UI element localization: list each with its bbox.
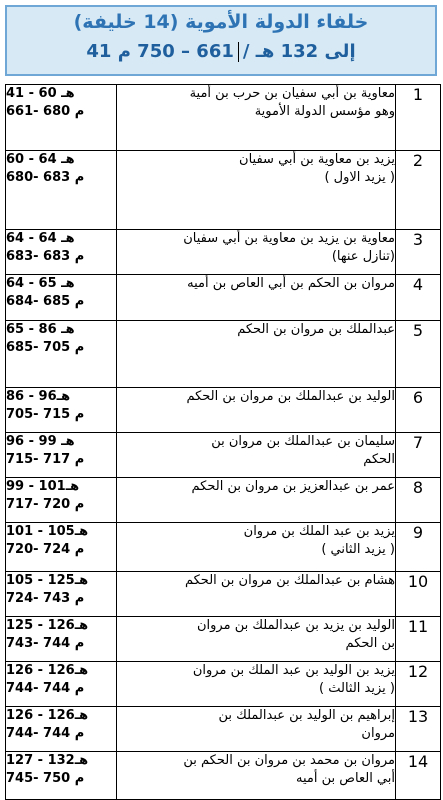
gregorian-years: 717- 720 م: [6, 497, 85, 512]
text-cursor: [238, 42, 239, 62]
reign-dates-cell: [6, 617, 117, 662]
gregorian-years: 745- 750 م: [6, 771, 85, 786]
caliph-name-cell: [117, 617, 396, 662]
caliph-name-cell: [117, 230, 396, 275]
table-row: [6, 151, 441, 230]
caliph-name-line: معاوية بن يزيد بن معاوية بن أبي سفيان: [183, 231, 395, 246]
caliph-name-cell: [117, 523, 396, 572]
caliph-name-line: الحكم: [363, 452, 395, 467]
hijri-years: 60 - 64 هـ: [6, 152, 75, 167]
reign-dates-cell: [6, 230, 117, 275]
gregorian-years: 705- 715 م: [6, 407, 85, 422]
caliph-name-line: عمر بن عبدالعزيز بن مروان بن الحكم: [191, 479, 395, 494]
caliph-name-line: هشام بن عبدالملك بن مروان بن الحكم: [184, 573, 395, 588]
caliph-name-line: يزيد بن معاوية بن أبي سفيان: [239, 152, 395, 167]
table-row: [6, 85, 441, 151]
reign-dates-cell: [6, 85, 117, 151]
row-number: 8: [396, 478, 441, 523]
caliph-name-line: مروان بن الحكم بن أبي العاص بن أميه: [187, 276, 395, 291]
caliph-name-line: يزيد بن الوليد بن عبد الملك بن مروان: [192, 663, 395, 678]
gregorian-years: 720- 724 م: [6, 542, 85, 557]
caliphs-table-body: [6, 85, 441, 800]
row-number: 12: [396, 662, 441, 707]
caliph-name-line: (تنازل عنها): [331, 249, 395, 264]
caliph-name-line: معاوية بن أبي سفيان بن حرب بن أمية: [189, 86, 395, 101]
reign-dates-cell: [6, 433, 117, 478]
gregorian-years: 715- 717 م: [6, 452, 85, 467]
gregorian-years: 661- 680 م: [6, 104, 85, 119]
row-number: 3: [396, 230, 441, 275]
caliph-name-cell: [117, 572, 396, 617]
caliph-name-cell: [117, 662, 396, 707]
row-number: 4: [396, 275, 441, 321]
gregorian-years: 684- 685 م: [6, 294, 85, 309]
row-number: 14: [396, 752, 441, 800]
caliph-name-cell: [117, 707, 396, 752]
caliph-name-line: أبي العاص بن أميه: [296, 771, 395, 786]
gregorian-years: 744- 744 م: [6, 726, 85, 741]
gregorian-years: 744- 744 م: [6, 681, 85, 696]
table-row: [6, 662, 441, 707]
caliphs-table: [5, 84, 441, 800]
page-title: خلفاء الدولة الأموية (14 خليفة): [73, 11, 369, 33]
page-subtitle: [7, 41, 435, 62]
caliph-name-line: عبدالملك بن مروان بن الحكم: [237, 322, 395, 337]
row-number: 1: [396, 85, 441, 151]
caliph-name-line: الوليد بن عبدالملك بن مروان بن الحكم: [186, 389, 395, 404]
reign-dates-cell: [6, 321, 117, 388]
reign-dates-cell: [6, 707, 117, 752]
row-number: 9: [396, 523, 441, 572]
table-row: [6, 617, 441, 662]
gregorian-years: 683- 683 م: [6, 249, 85, 264]
subtitle-gregorian-range: 661 – 750 م: [117, 41, 234, 62]
caliph-name-line: ( يزيد الثالث ): [319, 681, 395, 696]
row-number: 13: [396, 707, 441, 752]
row-number: 2: [396, 151, 441, 230]
caliph-name-line: مروان بن محمد بن مروان بن الحكم بن: [183, 753, 395, 768]
caliph-name-cell: [117, 321, 396, 388]
hijri-years: 41 - 60 هـ: [6, 86, 75, 101]
title-box: [5, 5, 437, 76]
reign-dates-cell: [6, 151, 117, 230]
hijri-years: 126 - 126هـ: [6, 708, 89, 723]
hijri-years: 125 - 126هـ: [6, 618, 89, 633]
row-number: 11: [396, 617, 441, 662]
caliph-name-line: يزيد بن عبد الملك بن مروان: [243, 524, 395, 539]
hijri-years: 65 - 86 هـ: [6, 322, 75, 337]
gregorian-years: 685- 705 م: [6, 340, 85, 355]
hijri-years: 127 - 132هـ: [6, 753, 89, 768]
caliph-name-line: وهو مؤسس الدولة الأموية: [254, 104, 395, 119]
row-number: 6: [396, 388, 441, 433]
table-row: [6, 433, 441, 478]
caliph-name-cell: [117, 388, 396, 433]
table-row: [6, 752, 441, 800]
row-number: 7: [396, 433, 441, 478]
caliph-name-line: سليمان بن عبدالملك بن مروان بن: [211, 434, 395, 449]
row-number: 5: [396, 321, 441, 388]
hijri-years: 101 - 105هـ: [6, 524, 89, 539]
caliph-name-cell: [117, 85, 396, 151]
caliph-name-cell: [117, 478, 396, 523]
reign-dates-cell: [6, 478, 117, 523]
hijri-years: 64 - 65 هـ: [6, 276, 75, 291]
gregorian-years: 724- 743 م: [6, 591, 85, 606]
reign-dates-cell: [6, 752, 117, 800]
subtitle-hijri-range: 41 إلى 132 هـ /: [86, 41, 356, 62]
table-row: [6, 321, 441, 388]
caliph-name-cell: [117, 752, 396, 800]
reign-dates-cell: [6, 275, 117, 321]
hijri-years: 64 - 64 هـ: [6, 231, 75, 246]
caliph-name-line: الوليد بن يزيد بن عبدالملك بن مروان: [197, 618, 395, 633]
gregorian-years: 680- 683 م: [6, 170, 85, 185]
reign-dates-cell: [6, 662, 117, 707]
caliph-name-cell: [117, 433, 396, 478]
table-row: [6, 388, 441, 433]
gregorian-years: 743- 744 م: [6, 636, 85, 651]
hijri-years: 96 - 99 هـ: [6, 434, 75, 449]
caliph-name-line: إبراهيم بن الوليد بن عبدالملك بن: [218, 708, 395, 723]
table-row: [6, 230, 441, 275]
caliph-name-cell: [117, 275, 396, 321]
reign-dates-cell: [6, 523, 117, 572]
caliph-name-line: بن الحكم: [345, 636, 395, 651]
caliph-name-cell: [117, 151, 396, 230]
table-row: [6, 523, 441, 572]
table-row: [6, 478, 441, 523]
table-row: [6, 572, 441, 617]
hijri-years: 99 - 101هـ: [6, 479, 80, 494]
caliph-name-line: مروان: [361, 726, 395, 741]
reign-dates-cell: [6, 388, 117, 433]
caliph-name-line: ( يزيد الاول ): [324, 170, 395, 185]
reign-dates-cell: [6, 572, 117, 617]
caliph-name-line: ( يزيد الثاني ): [321, 542, 395, 557]
table-row: [6, 275, 441, 321]
hijri-years: 105 - 125هـ: [6, 573, 89, 588]
hijri-years: 86 - 96هـ: [6, 389, 71, 404]
table-row: [6, 707, 441, 752]
row-number: 10: [396, 572, 441, 617]
hijri-years: 126 - 126هـ: [6, 663, 89, 678]
